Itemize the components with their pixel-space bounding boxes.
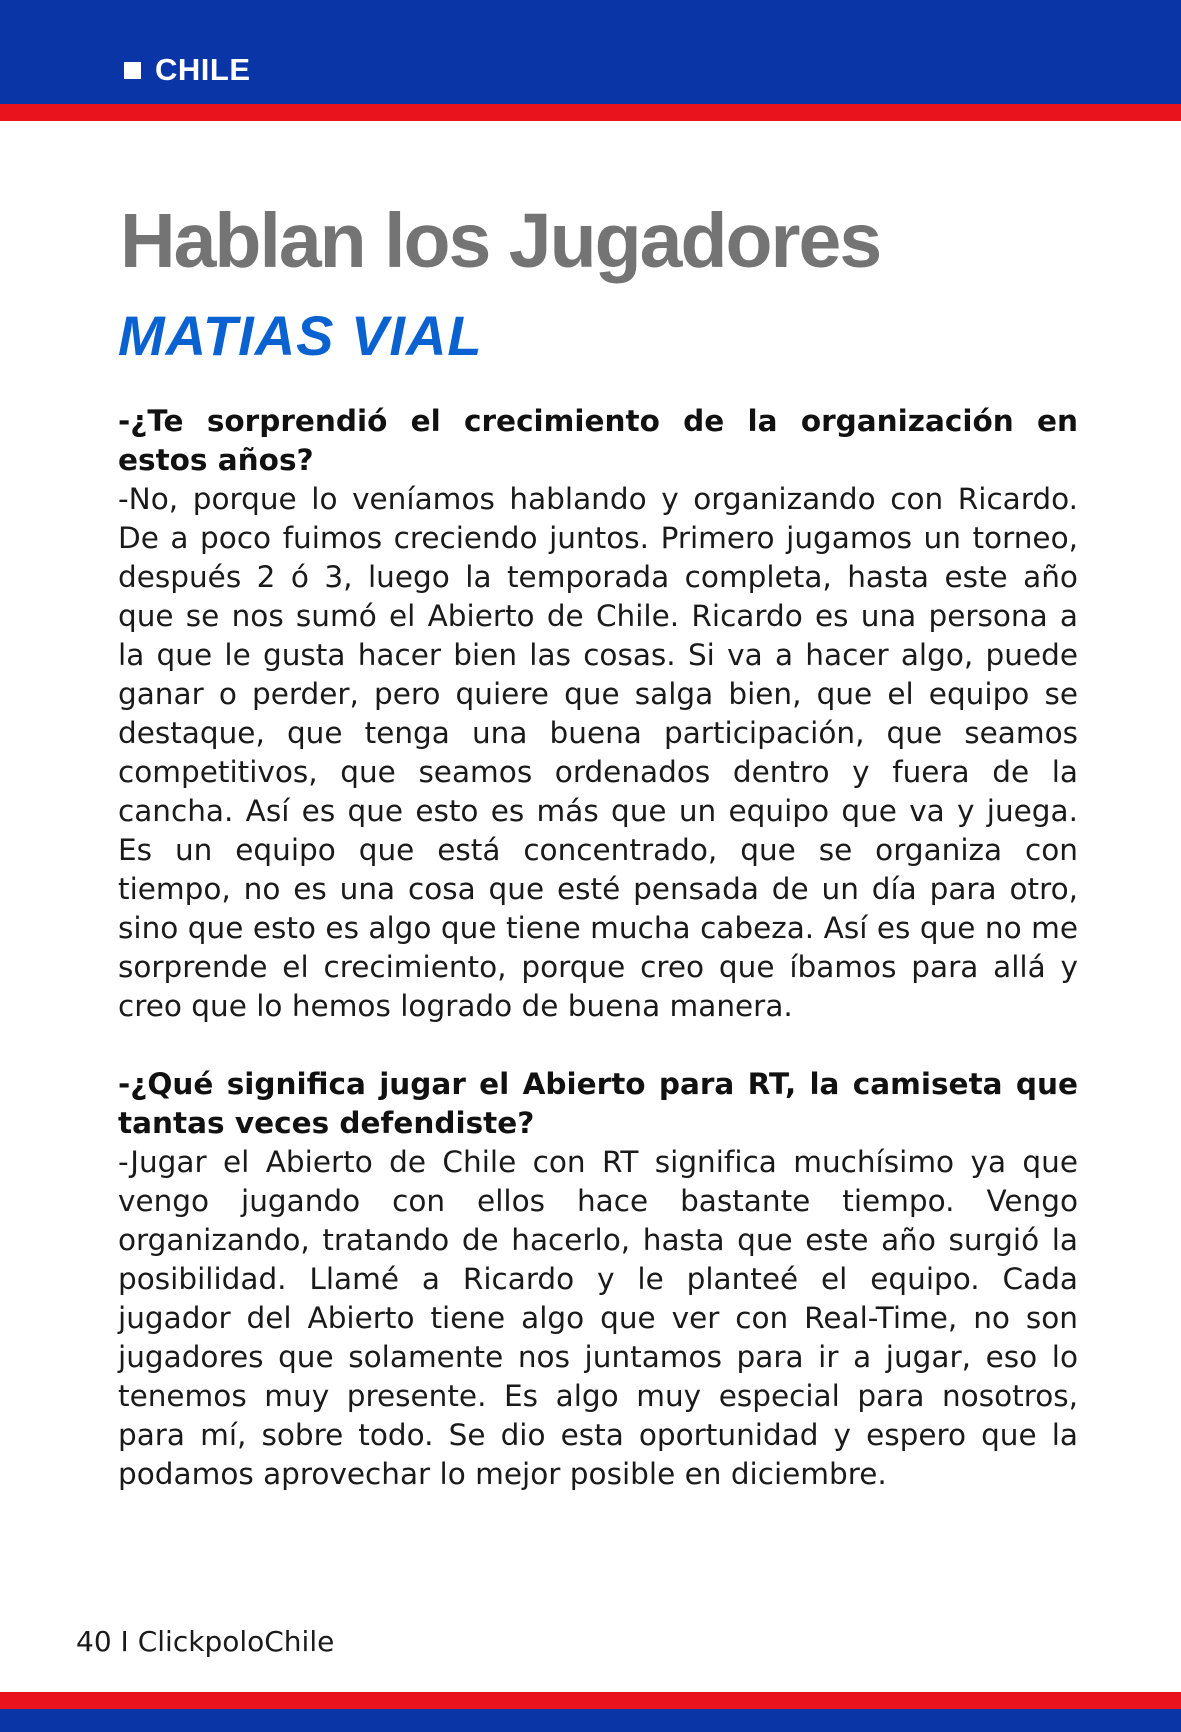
section-label: CHILE bbox=[155, 52, 251, 87]
footer-stripe bbox=[0, 1692, 1181, 1709]
header-stripe bbox=[0, 104, 1181, 121]
page-number: 40 bbox=[76, 1625, 112, 1658]
page-footer bbox=[76, 1625, 334, 1658]
interview-article bbox=[118, 402, 1078, 1494]
page-title: Hablan los Jugadores bbox=[120, 198, 881, 284]
publication-name: ClickpoloChile bbox=[137, 1625, 335, 1658]
answer: -No, porque lo veníamos hablando y organizando con Ricardo. De a poco fuimos creciendo juntos. Primero jugamos un torneo, después 2 ó 3, luego la temporada completa, hasta este año que se nos sumó el Abierto de Chile. Ricardo es una persona a la que le gusta hacer bien las cosas. Si va a hacer algo, puede ganar o perder, pero quiere que salga bien, que el equipo se destaque, que tenga una buena participación, que seamos competitivos, que seamos ordenados dentro y fuera de la cancha. Así es que esto es más que un equipo que va y juega. Es un equipo que está concentrado, que se organiza con tiempo, no es una cosa que esté pensada de un día para otro, sino que esto es algo que tiene mucha cabeza. Así es que no me sorprende el crecimiento, porque creo que íbamos para allá y creo que lo hemos logrado de buena manera. bbox=[118, 482, 1078, 1023]
square-icon bbox=[124, 62, 141, 79]
footer-bar bbox=[0, 1709, 1181, 1732]
answer: -Jugar el Abierto de Chile con RT significa muchísimo ya que vengo jugando con ellos hace bastante tiempo. Vengo organizando, tratando de hacerlo, hasta que este año surgió la posibilidad. Llamé a Ricardo y le planteé el equipo. Cada jugador del Abierto tiene algo que ver con Real-Time, no son jugadores que solamente nos juntamos para ir a jugar, eso lo tenemos muy presente. Es algo muy especial para nosotros, para mí, sobre todo. Se dio esta oportunidad y espero que la podamos aprovechar lo mejor posible en diciembre. bbox=[118, 1145, 1078, 1491]
qa-block bbox=[118, 402, 1078, 1026]
footer-separator: I bbox=[120, 1625, 129, 1658]
question: -¿Te sorprendió el crecimiento de la organización en estos años? bbox=[118, 404, 1078, 477]
qa-block bbox=[118, 1065, 1078, 1494]
question: -¿Qué significa jugar el Abierto para RT, la camiseta que tantas veces defendiste? bbox=[118, 1067, 1078, 1140]
player-name: MATIAS VIAL bbox=[118, 304, 483, 367]
section-tag bbox=[124, 52, 251, 88]
